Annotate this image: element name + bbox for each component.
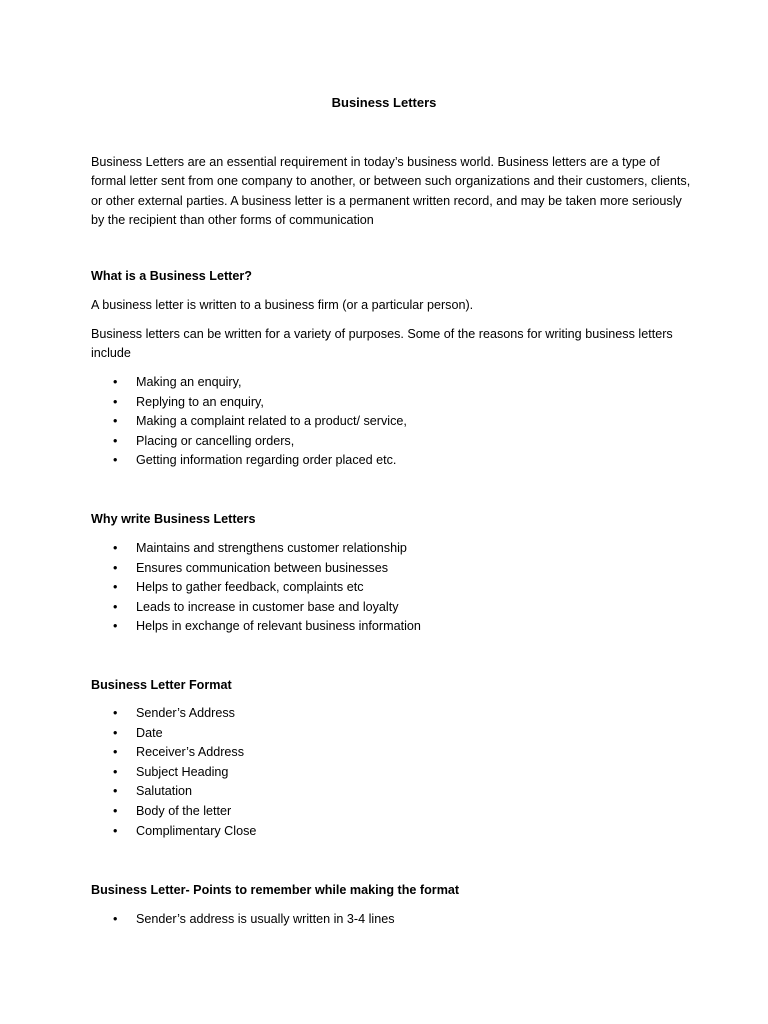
section-heading-what-is: What is a Business Letter? [91, 269, 252, 283]
bullet-icon: • [113, 599, 118, 614]
list-item: • Sender’s address is usually written in 3-4 lines [0, 910, 768, 930]
paragraph-definition: A business letter is written to a business firm (or a particular person). [91, 298, 474, 312]
bullet-icon: • [113, 706, 118, 720]
bullet-icon: • [113, 375, 118, 389]
bullet-icon: • [113, 394, 118, 409]
list-item: • Making an enquiry, [0, 373, 768, 393]
bullet-icon: • [113, 745, 118, 760]
bullet-icon: • [113, 541, 118, 555]
list-item: • Body of the letter [0, 802, 768, 822]
list-item: • Getting information regarding order placed etc. [0, 451, 768, 471]
list-item: • Date [0, 724, 768, 744]
intro-paragraph: Business Letters are an essential requirement in today’s business world. Business letters are a type of formal letter sent from one company to another, or between such organizations and their customers, clients, or other external parties. A business letter is a permanent written record, and may be taken more seriously by the recipient than other forms of communication [91, 155, 691, 227]
list-item: • Salutation [0, 782, 768, 802]
bullet-list-reasons [0, 539, 768, 637]
bullet-icon: • [113, 764, 118, 779]
list-item: • Helps to gather feedback, complaints etc [0, 578, 768, 598]
bullet-icon: • [113, 560, 118, 575]
list-item: • Maintains and strengthens customer relationship [0, 539, 768, 559]
list-item: • Subject Heading [0, 763, 768, 783]
list-item: • Leads to increase in customer base and loyalty [0, 598, 768, 618]
list-item: • Complimentary Close [0, 822, 768, 842]
bullet-icon: • [113, 453, 118, 468]
list-item: • Placing or cancelling orders, [0, 432, 768, 452]
bullet-icon: • [113, 912, 118, 926]
bullet-list-format [0, 704, 768, 841]
bullet-list-points [0, 910, 768, 930]
bullet-icon: • [113, 784, 118, 799]
section-heading-why-write: Why write Business Letters [91, 512, 256, 526]
list-item: • Receiver’s Address [0, 743, 768, 763]
list-item: • Sender’s Address [0, 704, 768, 724]
section-heading-points: Business Letter- Points to remember while making the format [91, 883, 460, 897]
bullet-icon: • [113, 725, 118, 740]
bullet-icon: • [113, 619, 118, 634]
list-item: • Ensures communication between businesses [0, 559, 768, 579]
bullet-list-purposes [0, 373, 768, 471]
bullet-icon: • [113, 803, 118, 818]
paragraph-purposes: Business letters can be written for a variety of purposes. Some of the reasons for writing business letters include [91, 327, 673, 361]
list-item: • Replying to an enquiry, [0, 393, 768, 413]
section-heading-format: Business Letter Format [91, 678, 232, 692]
document-title: Business Letters [331, 95, 437, 110]
list-item: • Making a complaint related to a product/ service, [0, 412, 768, 432]
bullet-icon: • [113, 580, 118, 595]
bullet-icon: • [113, 823, 118, 838]
bullet-icon: • [113, 433, 118, 448]
list-item: • Helps in exchange of relevant business information [0, 617, 768, 637]
bullet-icon: • [113, 414, 118, 429]
